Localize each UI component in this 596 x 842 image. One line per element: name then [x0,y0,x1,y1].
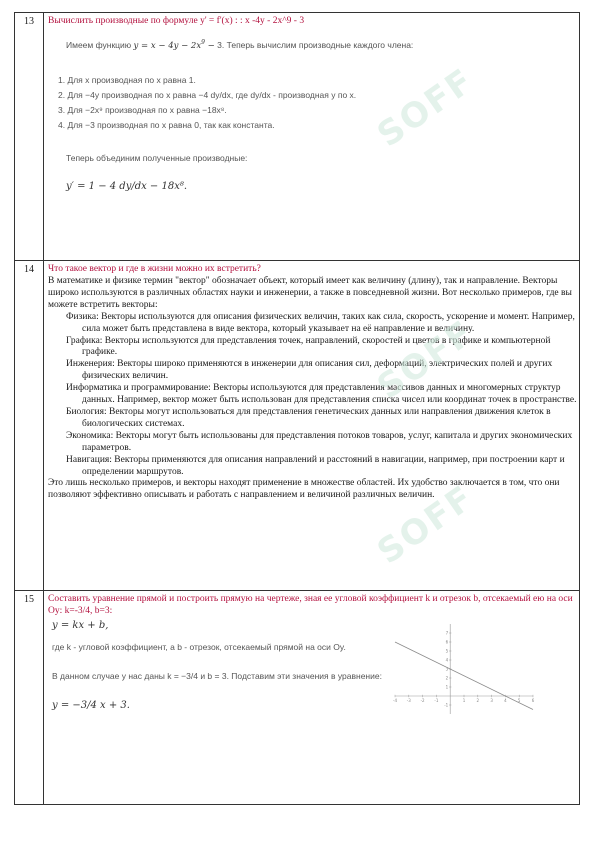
row-number: 13 [15,13,44,261]
step-item: 3. Для −2x⁹ производная по x равна −18x⁸. [58,104,227,115]
row-content [44,591,580,805]
watermark: SOFF [370,60,482,156]
x-tick-label: 1 [462,698,466,703]
answer-outro: Это лишь несколько примеров, и векторы находят применение в множестве областей. Их удобство заключается в том, что они позволяют эффективно описывать и работать с направлением и величиной различных величин. [48,478,560,501]
y-tick-label: 1 [445,684,449,690]
list-item: Графика: Векторы используются для представления точек, направлений, скоростей и цветов в графике и компьютерной графике. [66,335,551,358]
combine-text: Теперь объединим полученные производные: [66,152,248,163]
y-tick-label: 6 [445,639,449,645]
x-tick-label: -1 [434,698,439,703]
table-row [15,13,580,261]
intro-tail: 3. Теперь вычислим производные каждого члена: [217,39,414,50]
row-number: 15 [15,591,44,805]
intro-text: Имеем функцию [66,39,132,50]
question-text: Что такое вектор и где в жизни можно их встретить? [48,264,261,274]
x-tick-label: -4 [393,698,397,703]
x-tick-label: -2 [420,698,425,703]
question-text: Вычислить производные по формуле y' = f'(x) : : x -4y - 2x^9 - 3 [48,16,305,26]
answer-table [14,12,580,805]
watermark: SOFF [370,477,482,573]
step-item: 1. Для x производная по x равна 1. [58,74,196,85]
y-tick-label: 2 [445,675,449,681]
x-tick-label: 2 [476,698,480,703]
x-tick-label: 3 [490,698,493,703]
list-item: Навигация: Векторы применяются для описания направлений и расстояний в навигации, например, при построении карт и определении маршрутов. [66,454,565,477]
given-values: В данном случае у нас даны k = −3/4 и b = 3. Подставим эти значения в уравнение: [52,671,382,681]
question-text: Составить уравнение прямой и построить прямую на чертеже, зная ее угловой коэффициент k и отрезок b, отсекаемый ею на оси Oy: k=-3/4, b=3: [48,594,573,616]
steps-list [44,53,579,133]
function-formula: $y = x - 4y - 2x^9$ − [133,39,215,51]
list-item: Информатика и программирование: Векторы используются для представления массивов данных и многомерных структур данных. Например, вектор может быть использован для представления списка чисел или координат точек в пространстве. [66,383,577,406]
watermark: SOFF [370,312,482,408]
result-formula: y′ = 1 − 4 dy/dx − 18x⁸. [66,180,188,192]
row-content [44,13,580,261]
row-content [44,261,580,591]
answer-intro: В математике и физике термин "вектор" обозначает объект, который имеет как величину (длину), так и направление. Векторы широко используются в различных областях науки и инженерии, а также в повседневной жизни. Вот несколько примеров, где вы можете встретить векторы: [48,276,572,310]
step-item: 4. Для −3 производная по x равна 0, так как константа. [58,119,275,130]
list-item: Инженерия: Векторы широко применяются в инженерии для описания сил, деформаций, электрических полей и других физических величин. [66,359,553,382]
row-number: 14 [15,261,44,591]
x-tick-label: 6 [531,698,535,703]
table-row [15,591,580,805]
formula-explanation: где k - угловой коэффициент, а b - отрезок, отсекаемый прямой на оси Oy. [52,642,346,652]
result-formula: y = −3/4 x + 3. [52,700,130,711]
general-formula: y = kx + b, [52,620,109,631]
list-item: Физика: Векторы используются для описания физических величин, таких как сила, скорость, ускорение и момент. Например, сила может быть представлена в виде вектора, который указывает на её направление и величину. [66,311,575,334]
y-tick-label: 7 [445,630,449,636]
x-tick-label: 5 [517,698,521,703]
y-tick-label: 3 [445,666,449,672]
x-tick-label: -3 [406,698,411,703]
answer-intro [44,28,579,53]
list-item: Экономика: Векторы могут быть использованы для представления потоков товаров, услуг, капитала и других экономических параметров. [66,430,573,453]
table-row [15,261,580,591]
y-tick-label: 4 [445,657,449,663]
x-tick-label: 4 [504,698,507,703]
step-item: 2. Для −4y производная по x равна −4 dy/dx, где dy/dx - производная y по x. [58,89,357,100]
y-tick-label: 5 [445,648,449,654]
list-item: Биология: Векторы могут использоваться для представления генетических данных или направления движения клеток в биологических системах. [66,406,551,429]
line-plot [389,620,539,720]
y-tick-label: -1 [444,702,449,708]
